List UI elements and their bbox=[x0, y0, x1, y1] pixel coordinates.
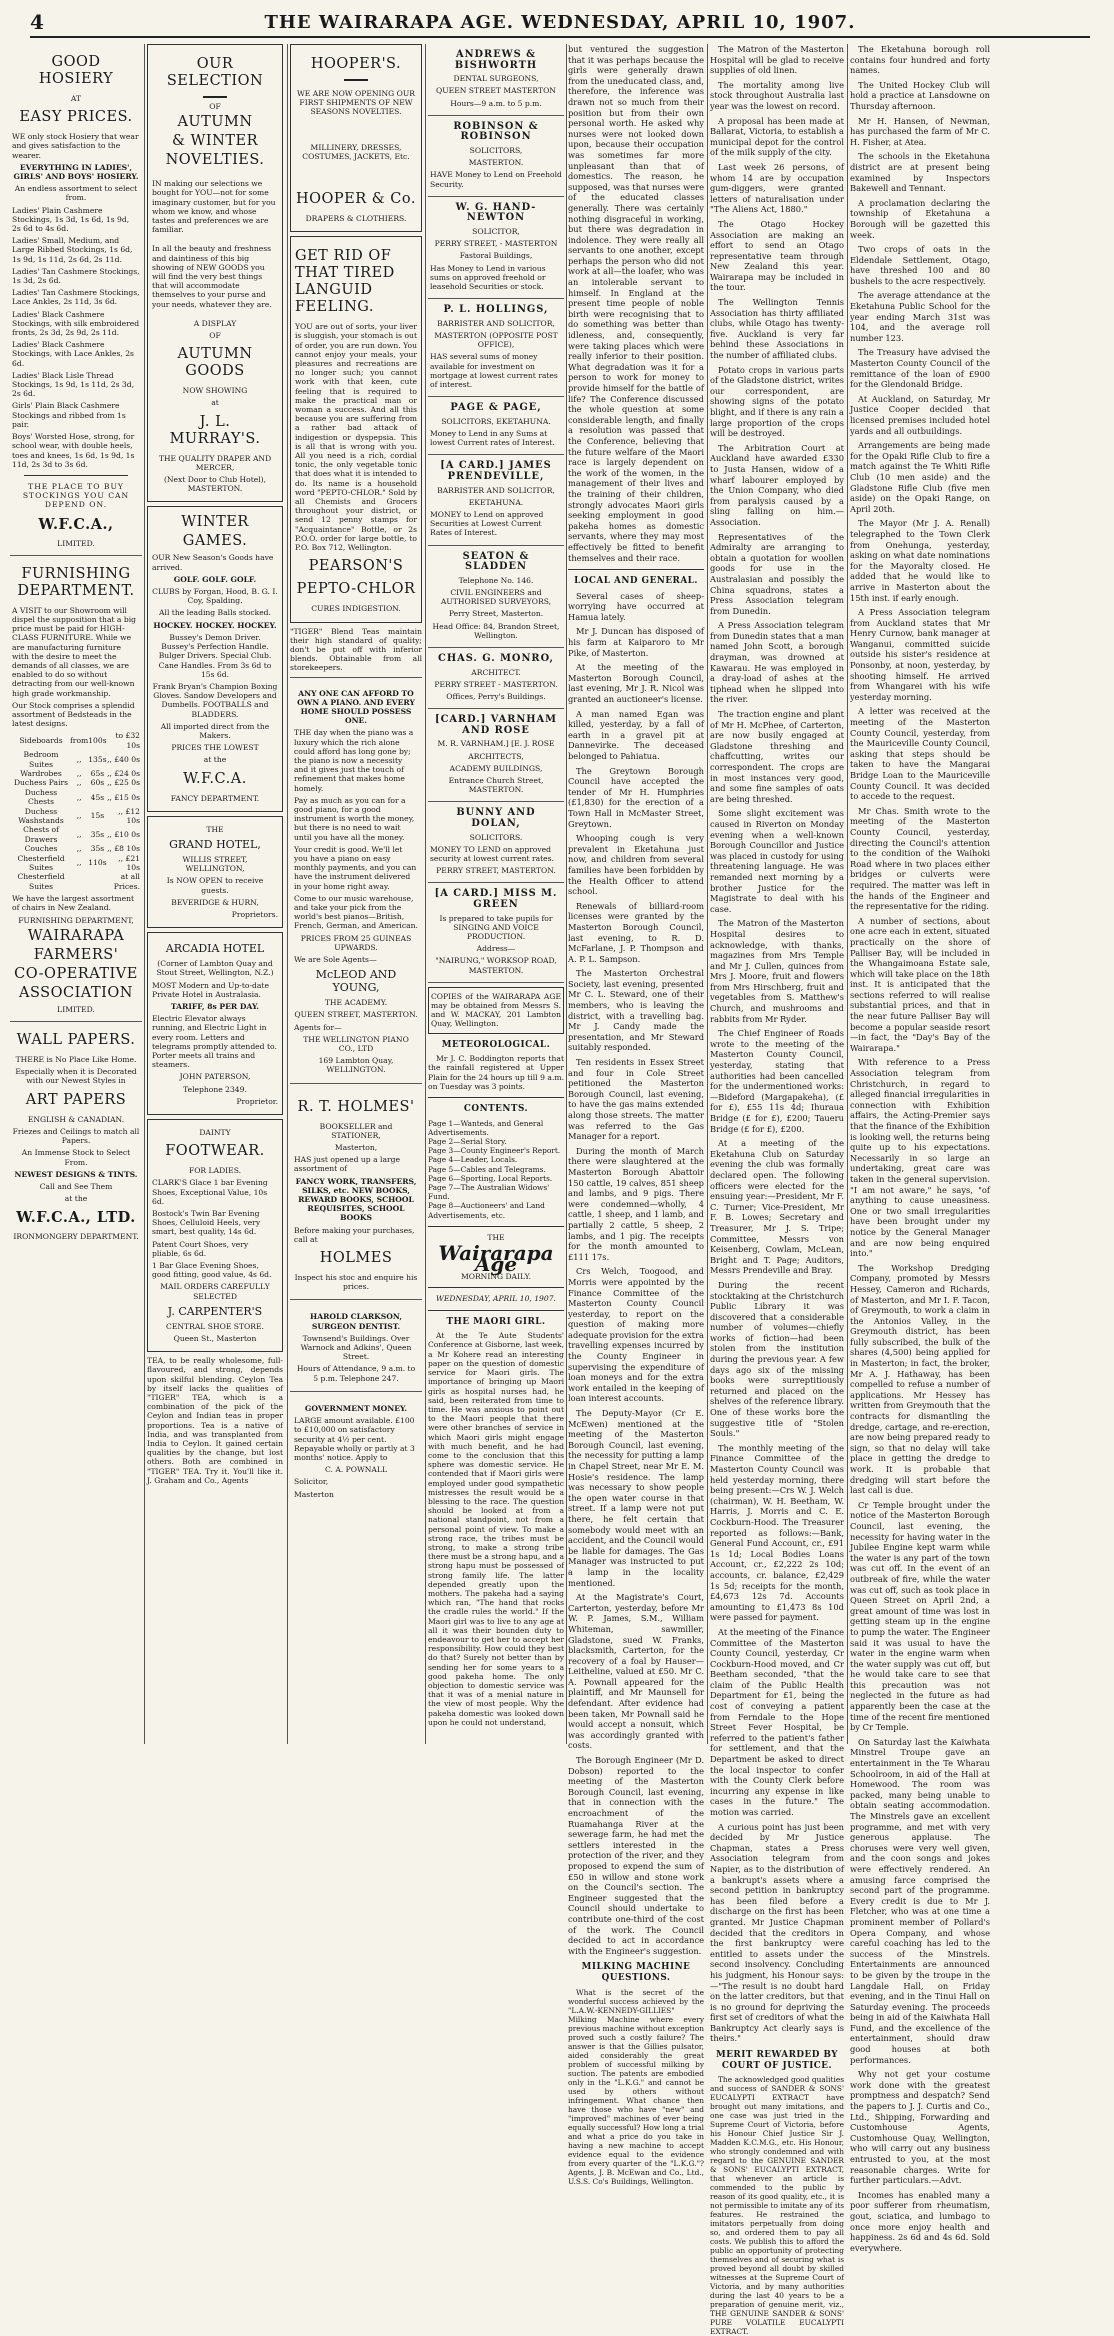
ad-body: THE bbox=[206, 824, 224, 834]
business-card: [A CARD.] JAMES PRENDEVILLE, BARRISTER AND SOLICITOR, EKETAHUNA. MONEY to Lend on approved Securities at Lowest Current Rates of Interest. bbox=[428, 455, 564, 545]
ad-body: NOW SHOWING bbox=[182, 386, 248, 396]
business-card: BUNNY AND DOLAN, SOLICITORS. MONEY TO LEND on approved security at lowest current rates. PERRY STREET, MASTERTON. bbox=[428, 802, 564, 883]
ad-subhead: CURES INDIGESTION. bbox=[311, 604, 401, 614]
ad-title: OUR SELECTION bbox=[166, 56, 264, 89]
column-rule bbox=[425, 44, 426, 1744]
ad-body: YOU are out of sorts, your liver is sluggish, your stomach is out of order, you are run down. You cannot enjoy your meals, your pleasures and recreations are no longer such; you cannot work with that keen, cute feeling that is required to make the practical man or woman a success. And all this because you are suffering from a rather bad attack of indigestion or dyspepsia. This is all that is wrong with you. All you need is a rich, cordial tonic, the only vegetable tonic that does what it is intended to do. Its name is a household word "PEPTO-CHLOR." Sold by all Chemists and Grocers throughout your district, or send 12 penny stamps for "Acquaintance" Bottle, or 2s P.O.O. order for large bottle, to P.O. Box 712, Wellington. bbox=[295, 322, 417, 553]
ad-body: Agents for— bbox=[294, 1022, 342, 1032]
section-heading: LOCAL AND GENERAL. bbox=[574, 576, 698, 587]
article-paragraph: Why not get your costume work done with the greatest promptness and despatch? Send the papers to J. J. Curtis and Co., Ltd., Shipping, Forwarding and Customhouse Agents, Customhouse Quay, Wellington, who will carry out any business entrusted to you, at the most reasonable charges. Write for further particulars.—Advt. bbox=[850, 2069, 990, 2186]
ad-title: GRAND HOTEL, bbox=[169, 837, 261, 851]
article-paragraph: Crs Welch, Toogood, and Morris were appointed by the Finance Committee of the Masterton County Council yesterday, to report on the question of making more adequate provision for the extra travelling expenses incurred by the County Engineer in supervising the expenditure of loan moneys and for the extra work entailed in the keeping of loan interest accounts. bbox=[568, 1266, 704, 1404]
business-card: PAGE & PAGE, SOLICITORS, EKETAHUNA. Money to Lend in any Sums at lowest Current rates of Interest. bbox=[428, 397, 564, 455]
tiger-blend-ad: "TIGER" Blend Teas maintain their high standard of quality; don't be put off with inferior blends. Obtainable from all storekeepers. bbox=[290, 627, 422, 678]
ad-subhead: PRICES FROM 25 GUINEAS UPWARDS. bbox=[300, 933, 412, 952]
ad-body: In all the beauty and freshness and daintiness of this big showing of NEW GOODS you will find the very best things that will accommodate themselves to your purse and your needs, whatever they are. bbox=[152, 244, 272, 309]
list-item: Girls' Plain Black Cashmere Stockings and ribbed from 1s pair. bbox=[12, 401, 126, 429]
article-paragraph: The average attendance at the Eketahuna Public School for the year ending March 31st was 104, and the average roll number 123. bbox=[850, 290, 990, 343]
section-heading: MILKING MACHINE QUESTIONS. bbox=[581, 1962, 691, 1983]
selection-ad bbox=[147, 44, 283, 502]
article-paragraph: At the meeting of the Finance Committee of the Masterton County Council, yesterday, Cr Cockburn-Hood moved, and Cr Beetham seconded, "that the claim of the Public Health Department for £1, being the cost of conveying a patient from Ferndale to the Hope Street Fever Hospital, be referred to the patient's father for settlement, and that the Department be asked to direct the local inspector to confer with the County Clerk before incurring any expense in like cases in the future." The motion was carried. bbox=[710, 1626, 844, 1817]
ad-subhead: FOR LADIES. bbox=[188, 1166, 242, 1176]
article-paragraph: Incomes has enabled many a poor sufferer from rheumatism, gout, sciatica, and lumbago to once more enjoy health and happiness. 2s 6d and 4s 6d. Sold everywhere. bbox=[850, 2189, 990, 2253]
grand-hotel-ad bbox=[147, 816, 283, 928]
ad-subhead: THE ACADEMY. bbox=[324, 998, 388, 1008]
masthead bbox=[30, 8, 1090, 38]
article-paragraph: Two crops of oats in the Eldendale Settlement, Otago, have threshed 100 and 80 bushels to the acre respectively. bbox=[850, 244, 990, 286]
ad-body: Hours of Attendance, 9 a.m. to 5 p.m. Telephone 247. bbox=[296, 1364, 416, 1383]
ad-body: Frank Bryan's Champion Boxing Gloves. Sandow Developers and Dumbells. FOOTBALLS and BLADDERS. bbox=[152, 681, 278, 719]
masthead-title: THE WAIRARAPA AGE. WEDNESDAY, APRIL 10, 1907. bbox=[264, 12, 856, 33]
ad-subhead: TARIFF, 8s PER DAY. bbox=[170, 1001, 260, 1011]
ad-title: GET RID OF THAT TIRED LANGUID FEELING. bbox=[295, 248, 395, 316]
list-item: Patent Court Shoes, very pliable, 6s 6d. bbox=[152, 1239, 249, 1258]
leader-article bbox=[428, 1331, 564, 1727]
article-paragraph: The traction engine and plant of Mr H. McPhee, of Carterton, are now busily engaged at Gladstone threshing and chaffcutting, writes our correspondent. The crops are in most instances very good, and some fine samples of oats are being threshed. bbox=[710, 709, 844, 804]
list-item: Page 4—Leader, Locals. bbox=[428, 1155, 518, 1165]
ad-body: Is NOW OPEN to receive guests. bbox=[166, 876, 264, 895]
article-paragraph: The Chief Engineer of Roads wrote to the meeting of the Masterton County Council, yesterday, stating that authorities had been cancelled for the undermentioned works:—Bideford (Margapakeha), (£ for £), £55 11s 4d; Ihuraua Bridge (£ for £), £200; Taueru Bridge (£ for £), £200. bbox=[710, 1028, 844, 1134]
article-paragraph: Mr J. Duncan has disposed of his farm at Kaiparoro to Mr Pike, of Masterton. bbox=[568, 626, 704, 658]
ad-address: Queen St., Masterton bbox=[173, 1334, 257, 1344]
ad-title: NOVELTIES. bbox=[165, 152, 265, 169]
list-item: Page 6—Sporting, Local Reports. bbox=[428, 1173, 553, 1183]
ad-body: OF bbox=[209, 331, 221, 341]
ad-title: WALL PAPERS. bbox=[16, 1032, 136, 1049]
ad-title: AUTUMN GOODS bbox=[177, 346, 253, 380]
table-row: Wardrobes ,, 65s ,, £24 0s bbox=[20, 768, 140, 778]
list-item: Ladies' Plain Cashmere Stockings, 1s 3d, 1s 6d, 1s 9d, 2s 6d to 4s 6d. bbox=[12, 205, 130, 234]
article-paragraph: Last week 26 persons, of whom 14 are by occupation gum-diggers, were granted letters of naturalisation under "The Aliens Act, 1880." bbox=[710, 161, 844, 215]
article-paragraph: At the Magistrate's Court, Carterton, yesterday, before Mr W. P. James, S.M., William Whiteman, sawmiller, Gladstone, sued W. Franks, blacksmith, Carterton, for the recovery of a foal by Hauser—Leitheline, valued at £50. Mr C. A. Pownall appeared for the plaintiff, and Mr Maunsell for defendant. After evidence had been taken, Mr Pownall said he would accept a nonsuit, which was accordingly granted with costs. bbox=[568, 1592, 704, 1751]
ad-body: Especially when it is Decorated with our Newest Styles in bbox=[15, 1067, 137, 1086]
ad-body: Masterton bbox=[294, 1489, 334, 1499]
list-item: 1 Bar Glace Evening Shoes, good fitting, good value, 4s 6d. bbox=[152, 1261, 272, 1280]
ad-footer: THE PLACE TO BUY STOCKINGS YOU CAN DEPEND ON. bbox=[22, 481, 130, 510]
table-row: Bedroom Suites ,, 135s ,, £40 0s bbox=[23, 750, 140, 769]
article-paragraph: The Wellington Tennis Association has thirty affiliated clubs, while Otago has twenty-five. Auckland is very far behind these Associations in the number of affiliated clubs. bbox=[710, 297, 844, 361]
column-6 bbox=[710, 44, 844, 2336]
ad-title: WINTER bbox=[181, 514, 249, 531]
article-paragraph: Representatives of the Admiralty are arranging to obtain a quotation for woollen goods for use in the Australasian and possibly the China squadrons, states a Press Association telegram from Dunedin. bbox=[710, 531, 844, 616]
column-rule bbox=[707, 44, 708, 1744]
ad-body: Proprietors. bbox=[231, 909, 278, 919]
column-1 bbox=[10, 44, 142, 1744]
list-item: Ladies' Tan Cashmere Stockings, 1s 3d, 2s 6d. bbox=[12, 266, 140, 286]
ad-title: GAMES. bbox=[182, 533, 248, 550]
ad-brand: C. A. POWNALL bbox=[324, 1465, 388, 1475]
ad-brand: HAROLD CLARKSON, SURGEON DENTIST. bbox=[310, 1312, 402, 1331]
ad-title: EASY PRICES. bbox=[19, 109, 133, 126]
ad-brand: W.F.C.A. bbox=[183, 770, 247, 787]
article-paragraph: A Press Association telegram from Auckland states that Mr Henry Curnow, bank manager at Wanganui, committed suicide outside his sister's residence at Ponsonby, at noon, yesterday, by shooting himself. He arrived from Whangarei with his wife yesterday morning. bbox=[850, 607, 990, 702]
leader-heading: THE MAORI GIRL. bbox=[446, 1316, 546, 1327]
column-4 bbox=[428, 44, 564, 1744]
article-paragraph: The Matron of the Masterton Hospital will be glad to receive supplies of old linen. bbox=[710, 44, 844, 76]
ad-brand: PEPTO-CHLOR bbox=[296, 581, 416, 598]
column-3 bbox=[290, 44, 422, 1744]
column-5 bbox=[568, 44, 704, 2186]
ad-address: (Corner of Lambton Quay and Stout Street, Wellington, N.Z.) bbox=[156, 959, 274, 978]
ad-subhead: DRAPERS & CLOTHIERS. bbox=[305, 214, 407, 224]
article-paragraph: What is the secret of the wonderful success achieved by the "L.A.W.-KENNEDY-GILLIES" Milking Machine where every previous machine without exception proved such a costly failure? The answer is that the Gillies pulsator, aided considerably the great problem of successful milking by suction. The patents are embodied only in the "L.K.G." and cannot be used by others without infringement. What chance then have those who have "new" and "improved" machines of ever being equally successful? How long a trial and what a price do you take in having a new machine to accept evidence equal to the evidence from every quarter of the "L.K.G."? Agents, J. B. McEwan and Co., Ltd., U.S.S. Co's Buildings, Wellington. bbox=[568, 1987, 704, 2186]
ad-body: An Immense Stock to Select From. bbox=[21, 1148, 131, 1167]
paper-date: WEDNESDAY, APRIL 10, 1907. bbox=[436, 1294, 556, 1304]
ad-body: THE day when the piano was a luxury which the rich alone could afford has long gone by; the piano is now a necessity and it gives just the touch of refinement that makes home homely. bbox=[294, 728, 414, 793]
ad-address: WILLIS STREET, WELLINGTON, bbox=[182, 854, 248, 874]
ad-body: Call and See Them bbox=[39, 1181, 113, 1191]
ad-brand: WAIRARAPA bbox=[27, 927, 125, 944]
ad-brand: J. CARPENTER'S bbox=[167, 1304, 263, 1318]
list-item: Ladies' Tan Cashmere Stockings, Lace Ankles, 2s 11d, 3s 6d. bbox=[12, 288, 140, 307]
ad-brand: J. L. MURRAY'S. bbox=[169, 413, 261, 447]
ad-brand: FARMERS' bbox=[33, 946, 119, 963]
table-row: Chests of Drawers ,, 35s ,, £10 0s bbox=[23, 825, 140, 844]
wallpapers-ad bbox=[10, 1022, 142, 1248]
ad-brand: CO-OPERATIVE bbox=[14, 965, 138, 982]
ad-subhead: GOLF. GOLF. GOLF. bbox=[173, 574, 257, 584]
article-paragraph: During the recent stocktaking at the Christchurch Public Library it was discovered that a considerable number of volumes—chiefly works of fiction—had been stolen from the institution during the previous year. A few days ago six of the missing books were surreptitiously returned and placed on the shelves of the reference library. One of these works bore the suggestive title of "Stolen Souls." bbox=[710, 1279, 844, 1439]
ad-body: WE ARE NOW OPENING OUR FIRST SHIPMENTS OF NEW SEASONS NOVELTIES. bbox=[297, 89, 415, 117]
table-row: Duchess Pairs ,, 60s ,, £25 0s bbox=[13, 778, 140, 788]
list-item: Boys' Worsted Hose, strong, for school wear, with double heels, toes and knees, 1s 6d, 1s 9d, 1s 11d, 2s 3d to 3s 6d. bbox=[12, 432, 135, 469]
ad-brand: PEARSON'S bbox=[308, 558, 404, 575]
ad-body: Bussey's Demon Driver. Bussey's Perfection Handle. Bulger Drivers. Special Club. Cane Handles. From 3s 6d to 15s 6d. bbox=[158, 632, 272, 679]
list-item: Bostock's Twin Bar Evening Shoes, Celluloid Heels, very smart, best quality, 14s 6d. bbox=[152, 1209, 261, 1237]
ad-address: Masterton, bbox=[334, 1143, 378, 1153]
ad-body: Our Stock comprises a splendid assortment of Bedsteads in the latest designs. bbox=[12, 700, 135, 729]
ad-body: MILLINERY, DRESSES, COSTUMES, JACKETS, Etc. bbox=[302, 142, 410, 161]
ad-limited: LIMITED. bbox=[57, 538, 95, 548]
ad-body: OUR New Season's Goods have arrived. bbox=[152, 553, 274, 572]
ad-body: All imported direct from the Makers. bbox=[160, 721, 270, 740]
article-paragraph: The acknowledged good qualities and success of SANDER & SONS' EUCALYPTI EXTRACT have brought out many imitations, and one case was just tried in the Supreme Court of Victoria, before his Honour Chief Justice Sir J. Madden K.C.M.G., etc. His Honour, who strongly condemned and with regard to the GENUINE SANDER & SONS' EUCALYPTI EXTRACT, that whenever an article is commended to the public by reason of its good quality, etc., it is not permissible to imitate any of its features. He restrained the imitators perpetually from doing so, and ordered them to pay all costs. We publish this to afford the public an opportunity of protecting themselves and of securing what is proved beyond all doubt by skilled witnesses at the Supreme Court of Victoria, and by many authorities during the last 40 years to be a preparation of genuine merit, viz., THE GENUINE SANDER & SONS' PURE VOLATILE EUCALYPTI EXTRACT. bbox=[710, 2075, 844, 2336]
article-paragraph: A letter was received at the meeting of the Masterton County Council, yesterday, from the Mauriceville County Council, asking that steps should be taken to have the Mangarai Bridge Loan to the Mauriceville County Council. It was decided to accede to the request. bbox=[850, 706, 990, 802]
list-item: CLARK'S Glace 1 bar Evening Shoes, Exceptional Value, 10s 6d. bbox=[152, 1178, 268, 1206]
ad-address: QUEEN STREET, MASTERTON. bbox=[294, 1010, 418, 1020]
article-paragraph: Whooping cough is very prevalent in Eketahuna just now, and children from several families have been forbidden by the Health Officer to attend school. bbox=[568, 833, 704, 897]
list-item: Ladies' Black Lisle Thread Stockings, 1s 9d, 1s 11d, 2s 3d, 2s 6d. bbox=[12, 370, 134, 399]
article-paragraph: Arrangements are being made for the Opaki Rifle Club to fire a match against the Te Whiti Rifle Club (10 men aside) and the Gladstone Rifle Club (five men aside) on the Opaki Range, on April 20th. bbox=[850, 440, 990, 514]
paper-subtitle: MORNING DAILY. bbox=[460, 1272, 532, 1282]
column-7 bbox=[850, 44, 990, 2253]
business-card: ROBINSON & ROBINSON SOLICITORS, MASTERTON. HAVE Money to Lend on Freehold Security. bbox=[428, 116, 564, 197]
ad-title: AUTUMN bbox=[177, 114, 253, 131]
ad-body: Come to our music warehouse, and take your pick from the world's best pianos—British, French, German, and American. bbox=[294, 893, 418, 931]
business-card: [A CARD.] MISS M. GREEN Is prepared to take pupils for SINGING AND VOICE PRODUCTION. Address— "NAIRUNG," WORKSOP ROAD, MASTERTON. bbox=[428, 883, 564, 982]
table-row: Chesterfield Suites at all Prices. bbox=[17, 872, 140, 891]
article-paragraph: Cr Temple brought under the notice of the Masterton Borough Council, last evening, the necessity for having water in the Jubilee Engine kept warm while the water is any part of the town was cut off. In the event of an outbreak of fire, while the water was cut off, such as took place in Queen Street on April 2nd, a great amount of time was lost in getting steam up in the engine to pump the water. The Engineer said it was usual to have the water in the engine warm when the water supply was cut off, but he would take care to see that this precaution was not neglected in the future as had apparently been the case at the time of the recent fire mentioned by Cr Temple. bbox=[850, 1499, 990, 1733]
ad-title: GOVERNMENT MONEY. bbox=[304, 1403, 408, 1413]
list-item: Page 8—Auctioneers' and Land Advertisements, etc. bbox=[428, 1201, 545, 1220]
article-paragraph: At Auckland, on Saturday, Mr Justice Cooper decided that licensed premises included hotel yards and all outbuildings. bbox=[850, 393, 990, 436]
ad-subhead: An endless assortment to select from. bbox=[14, 184, 138, 203]
list-item: Page 7—The Australian Widows' Fund. bbox=[428, 1183, 550, 1202]
ad-title: GOOD HOSIERY bbox=[38, 54, 114, 87]
ad-body: Proprietor. bbox=[236, 1096, 278, 1106]
list-item: Ladies' Black Cashmere Stockings, with silk embroidered fronts, 2s 3d, 2s 9d, 2s 11d. bbox=[12, 309, 140, 338]
ad-body: IN making our selections we bought for YOU—not for some imaginary customer, but for you whom we know, and whose tastes and preferences we are familiar. bbox=[152, 179, 276, 235]
ad-title: ANY ONE CAN AFFORD TO OWN A PIANO. AND EVERY HOME SHOULD POSSESS ONE. bbox=[297, 688, 415, 726]
list-item: Page 5—Cables and Telegrams. bbox=[428, 1164, 546, 1174]
ad-brand: ASSOCIATION bbox=[19, 984, 133, 1001]
paper-label: THE bbox=[487, 1232, 505, 1242]
ad-title: HOOPER'S. bbox=[310, 56, 402, 72]
ad-dept: FURNISHING DEPARTMENT, bbox=[18, 915, 134, 925]
list-item: Page 1—Wanteds, and General Advertisements. bbox=[428, 1118, 544, 1137]
government-money-ad bbox=[290, 1396, 422, 1507]
article-paragraph: The United Hockey Club will hold a practice at Lansdowne on Thursday afternoon. bbox=[850, 79, 990, 111]
column-rule bbox=[144, 44, 145, 1744]
ad-dept: FANCY DEPARTMENT. bbox=[170, 793, 260, 803]
article-paragraph: The Workshop Dredging Company, promoted by Messrs Hessey, Cameron and Richards, of Masterton, and Mr I. F. Tacon, of Greymouth, to work a claim in the Antonios Valley, in the Greymouth district, has been fully subscribed, the bulk of the shares (4,500) being applied for in Masterton; in fact, the broker, Mr A. J. Hathaway, has been compelled to refuse a number of applications. Mr Hessey has written from Greymouth that the contracts for dismantling the dredge, cartage, and re-erection, are now being prepared ready to sign, so that no delay will take place in getting the dredge to work. It is probable that dredging will start before the last call is due. bbox=[850, 1262, 990, 1496]
ad-body: DAINTY bbox=[199, 1128, 231, 1137]
list-item: Ladies' Black Cashmere Stockings, with Lace Ankles, 2s 6d. bbox=[12, 340, 134, 368]
ad-subhead: BOOKSELLER and STATIONER, bbox=[319, 1121, 393, 1140]
ad-body: CLUBS by Forgan, Hood, B. G. I. Coy, Spalding. bbox=[152, 587, 278, 606]
table-row: Couches ,, 35s ,, £8 10s bbox=[24, 844, 140, 854]
business-card: ANDREWS & BISHWORTH DENTAL SURGEONS, QUEEN STREET MASTERTON Hours—9 a.m. to 5 p.m. bbox=[428, 44, 564, 116]
article-paragraph: Some slight excitement was caused in Riverton on Monday evening when a well-known Borough Councillor and Justice was placed in custody for using threatening language. He was remanded next morning by a brother Justice for the Magistrate to deal with his case. bbox=[710, 808, 844, 914]
section-heading: MERIT REWARDED BY COURT OF JUSTICE. bbox=[715, 2050, 839, 2071]
article-paragraph: Several cases of sheep-worrying have occurred at Hamua lately. bbox=[568, 590, 704, 622]
table-row: Chesterfield Suites ,, 110s ,, £21 10s bbox=[17, 853, 140, 873]
list-item: Page 2—Serial Story. bbox=[428, 1137, 507, 1147]
arcadia-hotel-ad bbox=[147, 932, 283, 1115]
section-heading: METEOROLOGICAL. bbox=[441, 1039, 551, 1050]
ad-body: THERE is No Place Like Home. bbox=[15, 1055, 137, 1065]
article-paragraph: The schools in the Eketahuna district are at present being examined by Inspectors Bakewell and Tennant. bbox=[850, 151, 990, 194]
ad-body: at bbox=[211, 398, 219, 408]
pepto-chlor-ad bbox=[290, 236, 422, 622]
article-paragraph: A proposal has been made at Ballarat, Victoria, to establish a municipal depot for the control of the milk supply of the city. bbox=[710, 115, 844, 158]
article-paragraph: During the month of March there were slaughtered at the Masterton Borough Abattoir 150 cattle, 19 calves, 851 sheep and lambs, and 9 pigs. There were condemned—wholly, 4 cattle, 1 sheep, and 1 lamb, and partially 2 cattle, 5 sheep, 2 lambs, and 1 pig. The receipts for the month amounted to £111 17s. bbox=[568, 1145, 704, 1262]
article-paragraph: Ten residents in Essex Street and four in Cole Street petitioned the Masterton Borough Council, last evening, to have the gas mains extended along those streets. The matter was referred to the Gas Manager for a report. bbox=[568, 1057, 704, 1142]
business-card: CHAS. G. MONRO, ARCHITECT. PERRY STREET - MASTERTON. Offices, Perry's Buildings. bbox=[428, 648, 564, 709]
article-paragraph: The Treasury have advised the Masterton County Council of the remittance of the loan of £900 for the Glendonald Bridge. bbox=[850, 347, 990, 390]
ad-body: OF bbox=[209, 102, 221, 111]
ad-intro: WE only stock Hosiery that wear and gives satisfaction to the wearer. bbox=[12, 132, 139, 160]
footwear-ad bbox=[147, 1119, 283, 1352]
hosiery-ad bbox=[10, 44, 142, 556]
ad-body: Solicitor, bbox=[294, 1477, 329, 1487]
games-ad bbox=[147, 506, 283, 811]
ad-limited: LIMITED. bbox=[57, 1004, 95, 1014]
ad-body: We are Sole Agents— bbox=[294, 955, 377, 964]
column-rule bbox=[287, 44, 288, 1744]
ad-body: A VISIT to our Showroom will dispel the supposition that a big price must be paid for HIGH-CLASS FURNITURE. While we are manufacturing furniture with the desire to meet the demands of all classes, we are enabled to do so without detracting from our well-known high grade workmanship. bbox=[12, 605, 137, 698]
article-paragraph: Mr J. C. Boddington reports that the rainfall registered at Upper Plain for the 24 hours up till 9 a.m. on Tuesday was 3 points. bbox=[428, 1054, 564, 1091]
article-paragraph: but ventured the suggestion that it was perhaps because the girls were generally drawn from the uneducated class, and, therefore, the inference was drawn not so much from their position but from their own personal worth. He asked why nurses were not looked down upon, because their occupation was sometimes far more unpleasant than that of domestics. The reason, he supposed, was that nurses were of the educated classes generally. There was certainly nothing disgraceful in working, but there was degradation in indolence. They were really all servants to one another, except perhaps the person who did not work at all—the loafer, who was an intolerable servant to himself. In England at the present time people of noble birth were recognising that to do something was better than idleness, and, consequently, were taking places which were really inferior to their position. What degradation was it for a person to work for money to provide himself for the battle of life? The Conference discussed the whole question at some considerable length, and finally a resolution was passed that the Conference, believing that the future welfare of the Maori race is largely dependent on the work of the women, in the management of their lives and the training of their children, strongly advocates Maori girls seeking employment in good pakeha homes as domestic servants, where they may most effectively be fitted to benefit themselves and their race. bbox=[568, 44, 704, 563]
business-card: [CARD.] VARNHAM AND ROSE M. R. VARNHAM.] [E. J. ROSE ARCHITECTS, ACADEMY BUILDINGS, Entrance Church Street, MASTERTON. bbox=[428, 709, 564, 802]
ad-body: Friezes and Ceilings to match all Papers. bbox=[12, 1126, 140, 1146]
article-paragraph: The Greytown Borough Council have accepted the tender of Mr H. Humphries (£1,830) for the erection of a Town Hall in McMaster Street, Greytown. bbox=[568, 765, 704, 829]
ad-brand: R. T. HOLMES' bbox=[297, 1098, 415, 1115]
business-card: SEATON & SLADDEN Telephone No. 146. CIVIL ENGINEERS and AUTHORISED SURVEYORS, Perry Street, Masterton. Head Office: 84, Brandon Street, Wellington. bbox=[428, 546, 564, 648]
article-paragraph: At a meeting of the Eketahuna Club on Saturday evening the club was formally declared open. The following officers were elected for the ensuing year:—President, Mr F. C. Turner; Vice-President, Mr F. B. Lowes; Secretary and Treasurer, Mr J. S. Tripe; Committee, Messrs von Keisenberg, Cowlam, McLean, Bright and T. Page; Auditors, Messrs Prendeville and Bray. bbox=[710, 1138, 844, 1276]
article-paragraph: The Deputy-Mayor (Cr E. McEwen) mentioned at the meeting of the Masterton Borough Council, last evening, the necessity for putting a lamp in Chapel Street, near Mr E. M. Hosie's residence. The lamp was necessary to show people the open water course in that street. If a lamp were not put there, he felt certain that somebody would meet with an accident, and the Council would be liable for damages. The Gas Manager was instructed to put a lamp in the locality mentioned. bbox=[568, 1408, 704, 1588]
copies-notice: COPIES of the WAIRARAPA AGE may be obtained from Messrs S. and W. MACKAY, 201 Lambton Quay, Wellington. bbox=[428, 987, 564, 1034]
ad-body: Pay as much as you can for a good piano, for a good instrument is worth the money, but there is no need to wait until you have all the money. bbox=[294, 795, 415, 842]
article-paragraph: On Saturday last the Kaiwhata Minstrel Troupe gave an entertainment in the Te Wharau Schoolroom, in aid of the Hall at Homewood. The room was packed, many being unable to obtain seating accommodation. The Minstrels gave an excellent programme, and met with very generous applause. The choruses were very well given, and the coon songs and jokes were effectively rendered. An amusing farce comprised the second part of the programme. Every credit is due to Mr J. Fletcher, who was at one time a prominent member of Pollard's Opera Company, and whose careful coaching has led to the success of the Minstrels. Entertainments are announced to be given by the troupe in the Langdale Hall, on Friday evening, and in the Tinui Hall on Saturday evening. The proceeds being in aid of the Kaiwhata Hall Fund, and the excellence of the entertainment, should draw good houses at both performances. bbox=[850, 1736, 990, 2065]
business-card: W. G. HAND-NEWTON SOLICITOR, PERRY STREET, - MASTERTON Fastoral Buildings, Has Money to Lend in various sums on approved freehold or leasehold Securities or stock. bbox=[428, 197, 564, 299]
ad-address: 169 Lambton Quay, WELLINGTON. bbox=[318, 1056, 394, 1075]
ad-address: (Next Door to Club Hotel), MASTERTON. bbox=[163, 475, 267, 494]
ad-title: FURNISHING DEPARTMENT. bbox=[17, 565, 135, 599]
article-paragraph: A curious point has just been decided by Mr Justice Chapman, states a Press Association telegram from Napier, as to the distribution of a bankrupt's assets where a second petition in bankruptcy has been filed before a discharge on the first has been granted. Mr Justice Chapman decided that the creditors in the first bankruptcy were entitled to assets under the second insolvency. Concluding his judgment, his Honour says:—"The result is no doubt hard on the latter creditors, but that is no ground for depriving the first set of creditors of what the Bankruptcy Act clearly says is theirs." bbox=[710, 1821, 844, 2044]
article-paragraph: The Otago Hockey Association are making an effort to send an Otago representative team through New Zealand this year. Wairarapa may be included in the tour. bbox=[710, 218, 844, 293]
ad-brand: HOLMES bbox=[319, 1250, 393, 1267]
article-paragraph: The Matron of the Masterton Hospital desires to acknowledge, with thanks, magazines from Mrs Temple and Mr J. Cullen, quinces from Mrs J. Moore, fruit and flowers from Mrs Hirschberg, fruit and vegetables from S. Matthew's Church, and mushrooms and rabbits from Mr Ryder. bbox=[710, 918, 844, 1024]
business-card: P. L. HOLLINGS, BARRISTER AND SOLICITOR, MASTERTON (OPPOSITE POST OFFICE), HAS several sums of money available for investment on mortgage at lowest current rates of interest. bbox=[428, 299, 564, 397]
article-paragraph: Mr H. Hansen, of Newman, has purchased the farm of Mr C. H. Fisher, at Atea. bbox=[850, 115, 990, 147]
clarkson-ad bbox=[290, 1304, 422, 1391]
ad-subhead: THE QUALITY DRAPER AND MERCER, bbox=[158, 453, 272, 472]
ad-body: Your credit is good. We'll let you have a piano on easy monthly payments, and you can have the instrument delivered in your home right away. bbox=[294, 844, 417, 891]
list-item: Ladies' Small, Medium, and Large Ribbed Stockings, 1s 6d, 1s 9d, 1s 11d, 2s 6d, 2s 11d. bbox=[12, 236, 133, 264]
ad-address: Townsend's Buildings. Over Warnock and Adkins', Queen Street. bbox=[300, 1333, 412, 1362]
ad-brand: HOOPER & Co. bbox=[296, 191, 416, 208]
column-rule bbox=[566, 44, 567, 1744]
tiger-tea-ad: TEA, to be really wholesome, full-flavoured, and strong, depends upon skilful blending. Ceylon Tea by itself lacks the qualities of "TIGER" TEA, which is a combination of the pick of the Ceylon and Indian teas in proper proportions. Tea is a native of India, and was transplanted from India to Ceylon. It gained certain qualities by the change, but lost others. Both are combined in "TIGER" TEA. Try it. You'll like it. J. Graham and Co., Agents bbox=[147, 1356, 283, 1485]
article-paragraph: A number of sections, about one acre each in extent, situated practically on the shore of Palliser Bay, will be included in the Whangaimoana Estate sale, which will take place on the 18th inst. It is anticipated that the sections referred to will realise substantial prices, and that in the near future Palliser Bay will become a popular seaside resort—in fact, the "Day's Bay of the Wairarapa." bbox=[850, 915, 990, 1053]
ad-body: LARGE amount available. £100 to £10,000 on satisfactory security at 4½ per cent. Repayable wholly or partly at 3 months' notice. Apply to bbox=[294, 1416, 415, 1462]
article-paragraph: The monthly meeting of the Finance Committee of the Masterton County Council was held yesterday morning, there being present:—Crs W. J. Welch (chairman), W. H. Beetham, W. Harris, J. Morris and C. E. Cockburn-Hood. The Treasurer reported as follows:—Bank, General Fund Account, cr., £91 1s 1d; Local Bodies Loans Account, cr., £2,222 2s 10d; accounts, cr. balance, £2,429 1s 5d; receipts for the month, £4,673 12s 7d. Accounts amounting to £1,473 8s 10d were passed for payment. bbox=[710, 1442, 844, 1623]
ad-brand: McLEOD AND YOUNG, bbox=[315, 968, 397, 995]
ad-body: BEVERIDGE & HURN, bbox=[171, 897, 259, 907]
ad-title: AT bbox=[70, 94, 82, 103]
piano-ad bbox=[290, 681, 422, 1084]
ad-body: HAS just opened up a large assortment of bbox=[294, 1155, 400, 1174]
ad-brand: W.F.C.A., bbox=[38, 515, 114, 533]
page-number: 4 bbox=[30, 10, 44, 34]
article-paragraph: Mr Chas. Smith wrote to the meeting of the Masterton County Council, yesterday, directing the Council's attention to the condition of the Waihoki Road where in two places either bridges or culverts were required. The matter was left in the hands of the Engineer and the representative for the riding. bbox=[850, 805, 990, 912]
ad-body: A DISPLAY bbox=[193, 318, 237, 328]
article-paragraph: At the meeting of the Masterton Borough Council, last evening, Mr J. R. Nicol was granted an auctioneer's license. bbox=[568, 662, 704, 705]
ad-body: Electric Elevator always running, and Electric Light in every room. Letters and telegrams promptly attended to. Porter meets all trains and steamers. bbox=[152, 1014, 277, 1070]
ad-body: FANCY WORK, TRANSFERS, SILKS, etc. NEW BOOKS, REWARD BOOKS, SCHOOL REQUISITES, SCHOOL BOOKS bbox=[295, 1176, 417, 1223]
ad-title: FOOTWEAR. bbox=[165, 1143, 265, 1160]
article-paragraph: Renewals of billiard-room licenses were granted by the Masterton Borough Council, last evening, to R. D. McFarlane, J. P. Thompson and A. P. L. Sampson. bbox=[568, 900, 704, 964]
ad-subhead: CENTRAL SHOE STORE. bbox=[166, 1321, 264, 1331]
ad-body: Telephone 2349. bbox=[183, 1084, 247, 1094]
ad-body: Inspect his stoc and enquire his prices. bbox=[294, 1273, 418, 1292]
ad-subhead: ENGLISH & CANADIAN. bbox=[27, 1114, 125, 1124]
ad-heading: ART PAPERS bbox=[25, 1091, 127, 1108]
hoopers-ad bbox=[290, 44, 422, 232]
ad-body: MOST Modern and Up-to-date Private Hotel in Australasia. bbox=[152, 980, 269, 999]
article-paragraph: The Arbitration Court at Auckland have awarded £330 to Justa Hansen, widow of a wharf labourer employed by the Union Company, who died from paralysis caused by a sling falling on him.—Association. bbox=[710, 442, 844, 527]
article-paragraph: The Masterton Orchestral Society, last evening, presented Mr C. L. Steward, one of their members, who is leaving the district, with a travelling bag. Mr J. Candy made the presentation, and Mr Steward suitably responded. bbox=[568, 968, 704, 1053]
article-paragraph: A man named Egan was killed, yesterday, by a fall of earth in a gravel pit at Dannevirke. The deceased belonged to Pahiatua. bbox=[568, 708, 704, 761]
article-paragraph: The Borough Engineer (Mr D. Dobson) reported to the meeting of the Masterton Borough Council, last evening, that in connection with the encroachment of the Ruamahanga River at the sewerage farm, he had met the settlers interested in the protection of the river, and they proposed to expend the sum of £50 in willow and stone work on the Council's section. The Engineer suggested that the Council should undertake to contribute one-third of the cost of the work. The Council decided to act in accordance with the Engineer's suggestion. bbox=[568, 1755, 704, 1956]
ad-body: We have the largest assortment of chairs in New Zealand. bbox=[12, 894, 135, 913]
ad-title: ARCADIA HOTEL bbox=[165, 942, 265, 956]
article-paragraph: The Mayor (Mr J. A. Renall) telegraphed to the Town Clerk from Onehunga, yesterday, asking on what date nominations for the Mayoralty closed. He added that he would like to arrive in Masterton about the 15th inst. if early enough. bbox=[850, 518, 990, 603]
article-paragraph: The mortality among live stock throughout Australia last year was the lowest on record. bbox=[710, 79, 844, 111]
ad-body: Before making your purchases, call at bbox=[294, 1225, 415, 1244]
ad-body: at the bbox=[64, 1194, 88, 1204]
ad-subhead: MAIL ORDERS CAREFULLY SELECTED bbox=[160, 1282, 270, 1301]
table-row: Duchess Washstands ,, 15s ,, £12 10s bbox=[18, 806, 140, 826]
ad-body: at the bbox=[203, 755, 227, 765]
section-heading: CONTENTS. bbox=[463, 1104, 529, 1115]
article-paragraph: Potato crops in various parts of the Gladstone district, writes our correspondent, are showing signs of the potato blight, and if there is any rain a large proportion of the crops will be destroyed. bbox=[710, 364, 844, 439]
ad-subhead: EVERYTHING IN LADIES', GIRLS' AND BOYS' HOSIERY. bbox=[13, 162, 139, 182]
ad-brand: W.F.C.A., LTD. bbox=[16, 1209, 136, 1227]
article-paragraph: The Eketahuna borough roll contains four hundred and forty names. bbox=[850, 44, 990, 76]
price-table bbox=[12, 731, 140, 891]
list-item: Page 3—County Engineer's Report. bbox=[428, 1146, 561, 1156]
ad-title: & WINTER bbox=[171, 133, 258, 150]
ad-brand: THE WELLINGTON PIANO CO., LTD bbox=[303, 1034, 409, 1054]
ad-body: All the leading Balls stocked. bbox=[159, 608, 271, 618]
ad-body: JOHN PATERSON, bbox=[179, 1072, 251, 1082]
ad-body: PRICES THE LOWEST bbox=[171, 743, 259, 753]
holmes-ad bbox=[290, 1088, 422, 1301]
paper-nameplate: Wairarapa Age bbox=[438, 1241, 554, 1276]
ad-subhead: HOCKEY. HOCKEY. HOCKEY. bbox=[153, 620, 277, 630]
table-row: Sideboards from 100s to £32 10s bbox=[19, 731, 140, 750]
column-rule bbox=[847, 44, 848, 1744]
article-paragraph: A proclamation declaring the township of Eketahuna a Borough will be gazetted this week. bbox=[850, 197, 990, 240]
column-2 bbox=[147, 44, 283, 1744]
article-paragraph: A Press Association telegram from Dunedin states that a man named John Scott, a borough drayman, was drowned at Kawarau. He was employed in a dray-load of ashes at the tiphead when he slipped into the river. bbox=[710, 620, 844, 705]
article-paragraph: With reference to a Press Association telegram from Christchurch, in regard to alleged financial irregularities in connection with Exhibition affairs, the Acting-Premier says that the finance of the Exhibition is looking well, the returns being quite up to his expectations. Necessarily in so large an undertaking, great care was taken in the general supervision. "I am not aware," he says, "of anything to cause uneasiness. One or two small irregularities have been brought under my notice by the General Manager and are now being enquired into." bbox=[850, 1057, 990, 1259]
furnishing-ad bbox=[10, 556, 142, 1022]
contents-list bbox=[428, 1119, 564, 1220]
ad-dept: IRONMONGERY DEPARTMENT. bbox=[13, 1232, 139, 1242]
ad-subhead: NEWEST DESIGNS & TINTS. bbox=[14, 1169, 138, 1179]
table-row: Duchess Chests ,, 45s ,, £15 0s bbox=[24, 787, 140, 807]
article-paragraph: At the Te Aute Students' Conference at Gisborne, last week, a Mr Kohere read an interesting paper on the question of domestic service for Maori girls. The importance of bringing up Maori girls as hospital nurses had, he said, been reiterated from time to time. He was anxious to point out to the Maori people that there were other branches of service in which Maori girls might engage with much benefit, and he had come to the conclusion that this sphere was domestic service. He contended that if Maori girls were employed under good sympathetic mistresses the result would be a blessing to the race. The question should be looked at from a national standpoint, not from a personal point of view. To make a strong race, the tribes must be strong, to make a strong tribe there must be a strong hapu, and a strong hapu must be possessed of strong family life. The latter depended greatly upon the mothers. The pakeha had a saying which ran, "The hand that rocks the cradle rules the world." If the Maori girl was to live to any age at all it was their bounden duty to endeavour to get her to accept her responsibility. How could they best do that? Surely not better than by sending her for some years to a good pakeha home. The only objection to domestic service was that it was of a menial nature in the view of most people. Why the pakeha domestic was looked down upon he could not understand, bbox=[428, 1331, 564, 1727]
